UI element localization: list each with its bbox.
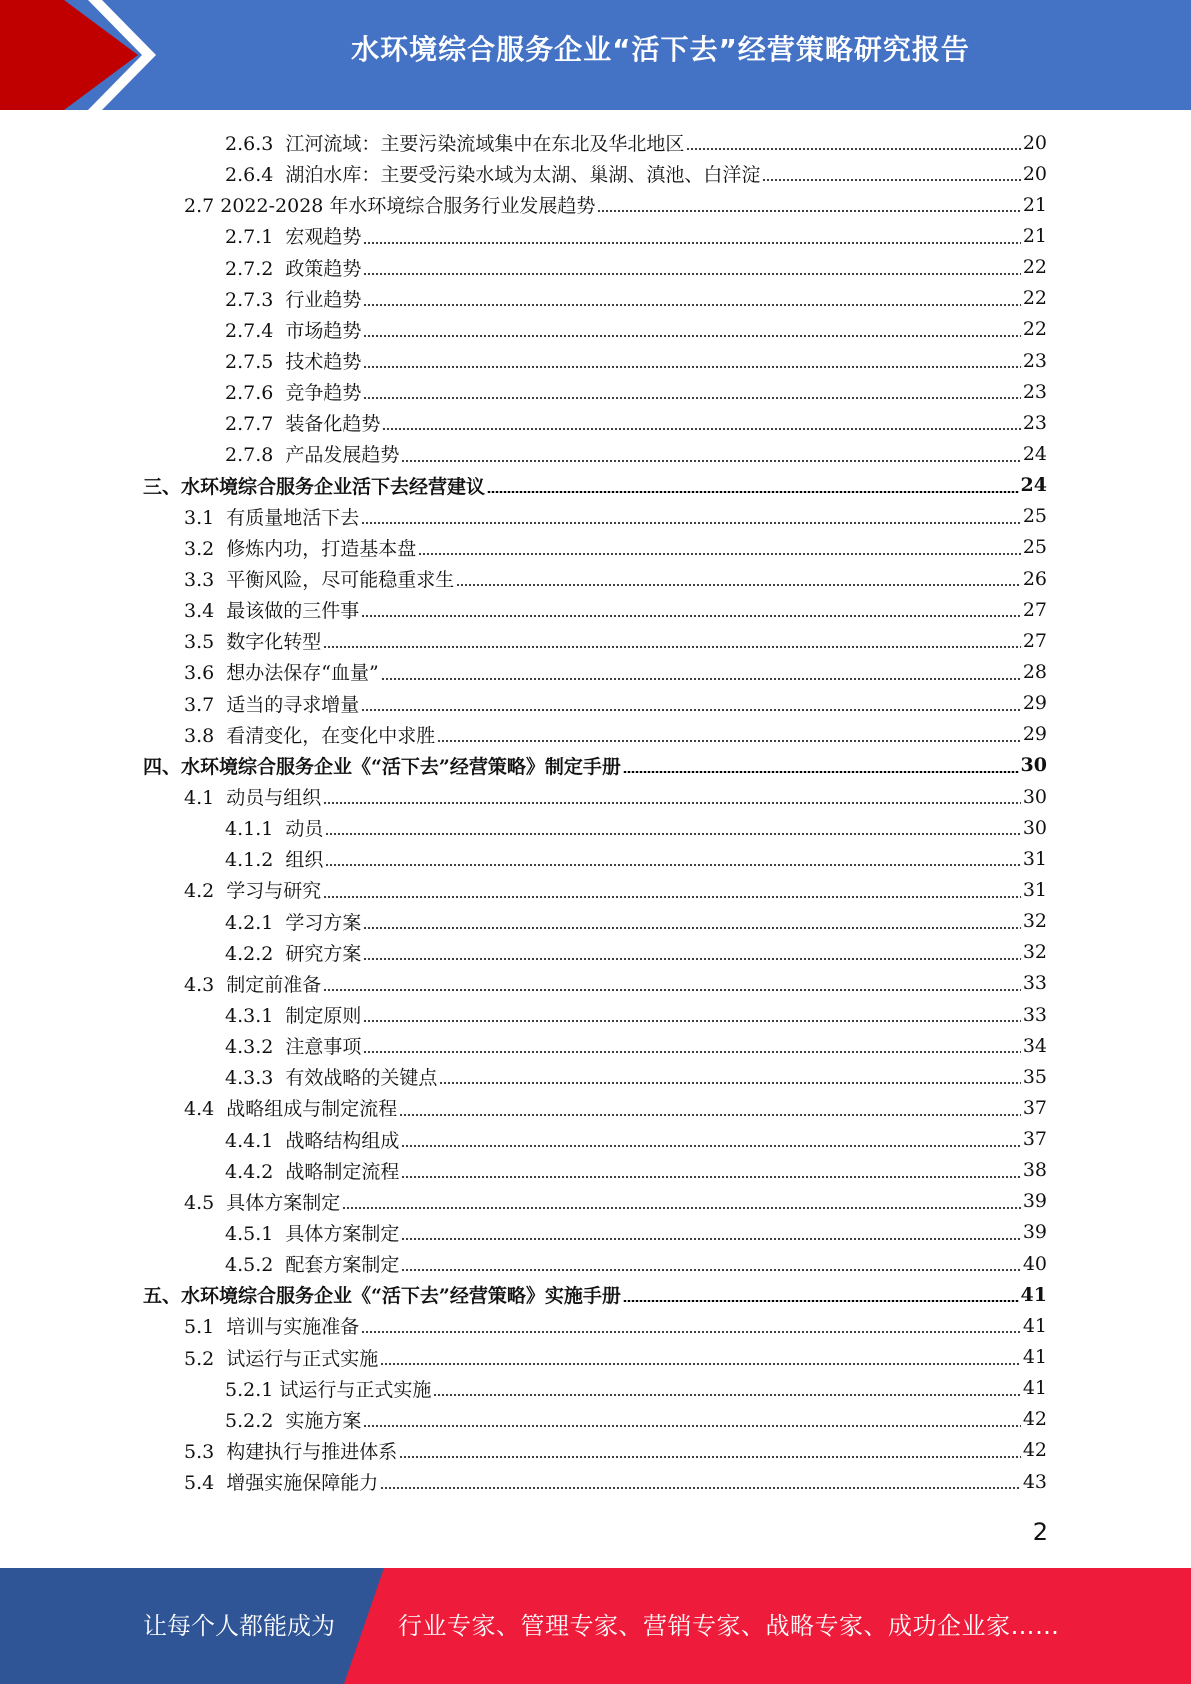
toc-leader-dots [363, 304, 1020, 306]
toc-leader-dots [623, 771, 1019, 773]
toc-entry-page: 20 [1022, 162, 1047, 185]
toc-leader-dots [418, 553, 1021, 555]
toc-entry[interactable] [0, 438, 1191, 469]
toc-leader-dots [381, 678, 1021, 680]
toc-entry-label: 4.2.1 学习方案 [225, 911, 362, 934]
toc-entry-page: 31 [1022, 847, 1047, 870]
toc-entry-page: 33 [1022, 972, 1047, 995]
toc-entry-page: 31 [1022, 878, 1047, 901]
toc-entry-page: 37 [1022, 1128, 1047, 1151]
toc-entry-page: 22 [1022, 287, 1047, 310]
toc-entry-page: 23 [1022, 411, 1047, 434]
toc-leader-dots [363, 1425, 1020, 1427]
toc-entry[interactable] [0, 812, 1191, 843]
document-title: 水环境综合服务企业“活下去”经营策略研究报告 [351, 33, 970, 66]
toc-entry-label: 2.6.3 江河流域：主要污染流域集中在东北及华北地区 [225, 133, 685, 156]
toc-entry-label: 4.1.1 动员 [225, 818, 324, 841]
toc-entry-page: 25 [1022, 536, 1047, 559]
toc-entry[interactable] [0, 1279, 1191, 1310]
toc-entry[interactable] [0, 688, 1191, 719]
toc-leader-dots [401, 1176, 1020, 1178]
toc-entry-label: 五、水环境综合服务企业《“活下去”经营策略》实施手册 [143, 1285, 621, 1308]
toc-leader-dots [597, 210, 1020, 212]
toc-leader-dots [363, 927, 1020, 929]
toc-entry-label: 4.4.2 战略制定流程 [225, 1160, 400, 1183]
toc-entry[interactable] [0, 1217, 1191, 1248]
toc-leader-dots [363, 366, 1020, 368]
toc-entry-label: 4.3.3 有效战略的关键点 [225, 1067, 438, 1090]
toc-entry[interactable] [0, 407, 1191, 438]
toc-leader-dots [456, 584, 1021, 586]
toc-entry[interactable] [0, 1061, 1191, 1092]
toc-leader-dots [363, 397, 1020, 399]
toc-entry-label: 2.7.5 技术趋势 [225, 351, 362, 374]
toc-entry[interactable] [0, 376, 1191, 407]
toc-entry[interactable] [0, 1248, 1191, 1279]
toc-entry-label: 2.6.4 湖泊水库：主要受污染水域为太湖、巢湖、滇池、白洋淀 [225, 164, 761, 187]
toc-entry-page: 25 [1022, 505, 1047, 528]
toc-entry-label: 2.7.3 行业趋势 [225, 288, 362, 311]
toc-entry-label: 3.8 看清变化，在变化中求胜 [184, 724, 436, 747]
toc-entry[interactable] [0, 1435, 1191, 1466]
toc-entry-page: 23 [1022, 349, 1047, 372]
footer-slogan-left: 让每个人都能成为 [143, 1612, 335, 1640]
toc-entry-page: 22 [1022, 318, 1047, 341]
toc-entry-page: 40 [1022, 1252, 1047, 1275]
toc-entry[interactable] [0, 625, 1191, 656]
toc-entry-page: 29 [1022, 723, 1047, 746]
toc-entry[interactable] [0, 470, 1191, 501]
toc-leader-dots [439, 1082, 1020, 1084]
toc-leader-dots [363, 958, 1020, 960]
toc-entry-label: 四、水环境综合服务企业《“活下去”经营策略》制定手册 [143, 755, 621, 778]
toc-entry[interactable] [0, 283, 1191, 314]
toc-entry-label: 5.1 培训与实施准备 [184, 1316, 360, 1339]
toc-leader-dots [361, 615, 1021, 617]
toc-entry-label: 4.1 动员与组织 [184, 787, 322, 810]
toc-entry[interactable] [0, 501, 1191, 532]
toc-entry-page: 32 [1022, 941, 1047, 964]
toc-leader-dots [401, 1269, 1020, 1271]
toc-entry-page: 41 [1020, 1283, 1047, 1306]
toc-entry-label: 3.3 平衡风险，尽可能稳重求生 [184, 569, 455, 592]
toc-entry[interactable] [0, 937, 1191, 968]
header-bar [0, 0, 1191, 110]
toc-entry[interactable] [0, 314, 1191, 345]
page-number: 2 [1032, 1518, 1048, 1546]
toc-entry-label: 3.5 数字化转型 [184, 631, 322, 654]
toc-entry[interactable] [0, 750, 1191, 781]
toc-leader-dots [342, 1207, 1021, 1209]
toc-leader-dots [361, 522, 1021, 524]
toc-entry[interactable] [0, 968, 1191, 999]
toc-entry[interactable] [0, 1186, 1191, 1217]
toc-entry-label: 5.2.1 试运行与正式实施 [225, 1378, 432, 1401]
toc-leader-dots [323, 646, 1021, 648]
toc-leader-dots [325, 833, 1020, 835]
toc-leader-dots [437, 740, 1021, 742]
toc-entry-label: 5.4 增强实施保障能力 [184, 1472, 379, 1495]
toc-leader-dots [762, 179, 1020, 181]
toc-entry-label: 4.3 制定前准备 [184, 973, 322, 996]
toc-leader-dots [363, 273, 1020, 275]
toc-entry-label: 3.7 适当的寻求增量 [184, 693, 360, 716]
toc-entry-label: 4.1.2 组织 [225, 849, 324, 872]
toc-entry-label: 2.7.6 竞争趋势 [225, 382, 362, 405]
toc-entry[interactable] [0, 906, 1191, 937]
toc-entry-page: 39 [1022, 1221, 1047, 1244]
toc-leader-dots [382, 428, 1020, 430]
toc-entry-page: 37 [1022, 1096, 1047, 1119]
toc-entry-page: 38 [1022, 1159, 1047, 1182]
toc-entry-label: 4.5.1 具体方案制定 [225, 1222, 400, 1245]
toc-entry[interactable] [0, 127, 1191, 158]
toc-entry-page: 23 [1022, 380, 1047, 403]
toc-entry[interactable] [0, 1124, 1191, 1155]
toc-leader-dots [399, 1456, 1021, 1458]
toc-leader-dots [323, 989, 1021, 991]
toc-entry-label: 4.3.2 注意事项 [225, 1036, 362, 1059]
toc-entry-page: 27 [1022, 629, 1047, 652]
toc-leader-dots [361, 709, 1021, 711]
toc-entry[interactable] [0, 563, 1191, 594]
toc-entry-label: 2.7 2022-2028 年水环境综合服务行业发展趋势 [184, 195, 596, 218]
toc-entry[interactable] [0, 1310, 1191, 1341]
toc-entry-page: 41 [1022, 1346, 1047, 1369]
toc-entry-page: 28 [1022, 660, 1047, 683]
footer-slogan-right: 行业专家、管理专家、营销专家、战略专家、成功企业家…… [398, 1612, 1060, 1640]
toc-entry-page: 30 [1022, 816, 1047, 839]
toc-entry-page: 27 [1022, 598, 1047, 621]
toc-leader-dots [323, 802, 1021, 804]
toc-entry[interactable] [0, 594, 1191, 625]
toc-entry-label: 4.2.2 研究方案 [225, 942, 362, 965]
toc-leader-dots [399, 1114, 1021, 1116]
toc-leader-dots [433, 1394, 1020, 1396]
toc-leader-dots [363, 1051, 1020, 1053]
toc-leader-dots [361, 1331, 1021, 1333]
toc-entry-label: 4.2 学习与研究 [184, 880, 322, 903]
toc-leader-dots [401, 1145, 1020, 1147]
toc-entry-page: 43 [1022, 1470, 1047, 1493]
toc-entry-page: 22 [1022, 256, 1047, 279]
toc-leader-dots [401, 460, 1020, 462]
toc-entry-page: 41 [1022, 1377, 1047, 1400]
toc-entry-page: 34 [1022, 1034, 1047, 1057]
toc-entry-label: 5.2 试运行与正式实施 [184, 1347, 379, 1370]
toc-entry-page: 42 [1022, 1439, 1047, 1462]
toc-leader-dots [363, 242, 1020, 244]
toc-entry[interactable] [0, 719, 1191, 750]
toc-entry-page: 35 [1022, 1065, 1047, 1088]
toc-entry[interactable] [0, 220, 1191, 251]
toc-entry-label: 4.5 具体方案制定 [184, 1191, 341, 1214]
toc-entry[interactable] [0, 1092, 1191, 1123]
toc-entry[interactable] [0, 1373, 1191, 1404]
toc-entry-page: 30 [1020, 754, 1047, 777]
toc-leader-dots [363, 1020, 1020, 1022]
toc-entry[interactable] [0, 345, 1191, 376]
toc-entry[interactable] [0, 532, 1191, 563]
toc-entry-label: 3.2 修炼内功，打造基本盘 [184, 537, 417, 560]
toc-entry-page: 32 [1022, 910, 1047, 933]
toc-leader-dots [323, 896, 1021, 898]
toc-leader-dots [380, 1363, 1021, 1365]
toc-entry-page: 21 [1022, 193, 1047, 216]
toc-entry[interactable] [0, 1404, 1191, 1435]
toc-entry-page: 24 [1020, 474, 1047, 497]
toc-entry[interactable] [0, 158, 1191, 189]
toc-leader-dots [623, 1300, 1019, 1302]
toc-entry-label: 4.5.2 配套方案制定 [225, 1254, 400, 1277]
toc-entry[interactable] [0, 999, 1191, 1030]
toc-entry-label: 3.1 有质量地活下去 [184, 506, 360, 529]
toc-entry-page: 30 [1022, 785, 1047, 808]
toc-entry-label: 4.4 战略组成与制定流程 [184, 1098, 398, 1121]
toc-entry-page: 41 [1022, 1314, 1047, 1337]
toc-entry[interactable] [0, 1341, 1191, 1372]
toc-entry[interactable] [0, 843, 1191, 874]
toc-entry-page: 39 [1022, 1190, 1047, 1213]
toc-entry[interactable] [0, 1466, 1191, 1497]
toc-entry-label: 3.4 最该做的三件事 [184, 600, 360, 623]
table-of-contents [0, 127, 1191, 1497]
toc-entry[interactable] [0, 1030, 1191, 1061]
toc-entry-label: 三、水环境综合服务企业活下去经营建议 [143, 475, 486, 498]
toc-entry[interactable] [0, 781, 1191, 812]
toc-entry-page: 21 [1022, 224, 1047, 247]
toc-leader-dots [380, 1487, 1021, 1489]
toc-entry-label: 2.7.1 宏观趋势 [225, 226, 362, 249]
toc-entry-label: 4.4.1 战略结构组成 [225, 1129, 400, 1152]
toc-leader-dots [401, 1238, 1020, 1240]
toc-leader-dots [363, 335, 1020, 337]
toc-entry-label: 4.3.1 制定原则 [225, 1005, 362, 1027]
toc-leader-dots [487, 491, 1019, 493]
footer-banner [0, 1568, 1191, 1684]
toc-entry-label: 3.6 想办法保存“血量” [184, 662, 379, 685]
toc-entry-page: 20 [1022, 131, 1047, 154]
toc-entry-page: 29 [1022, 692, 1047, 715]
toc-entry-page: 33 [1022, 1003, 1047, 1026]
toc-entry[interactable] [0, 874, 1191, 905]
toc-entry-label: 2.7.8 产品发展趋势 [225, 444, 400, 467]
toc-entry-label: 2.7.4 市场趋势 [225, 319, 362, 342]
toc-entry-label: 2.7.2 政策趋势 [225, 257, 362, 280]
toc-leader-dots [686, 148, 1020, 150]
toc-entry-label: 2.7.7 装备化趋势 [225, 413, 381, 436]
toc-entry-page: 42 [1022, 1408, 1047, 1431]
toc-entry[interactable] [0, 656, 1191, 687]
toc-entry[interactable] [0, 1155, 1191, 1186]
toc-entry[interactable] [0, 252, 1191, 283]
toc-entry-label: 5.2.2 实施方案 [225, 1409, 362, 1432]
toc-entry-label: 5.3 构建执行与推进体系 [184, 1440, 398, 1463]
toc-entry-page: 26 [1022, 567, 1047, 590]
toc-entry[interactable] [0, 189, 1191, 220]
toc-leader-dots [325, 864, 1020, 866]
toc-entry-page: 24 [1022, 442, 1047, 465]
